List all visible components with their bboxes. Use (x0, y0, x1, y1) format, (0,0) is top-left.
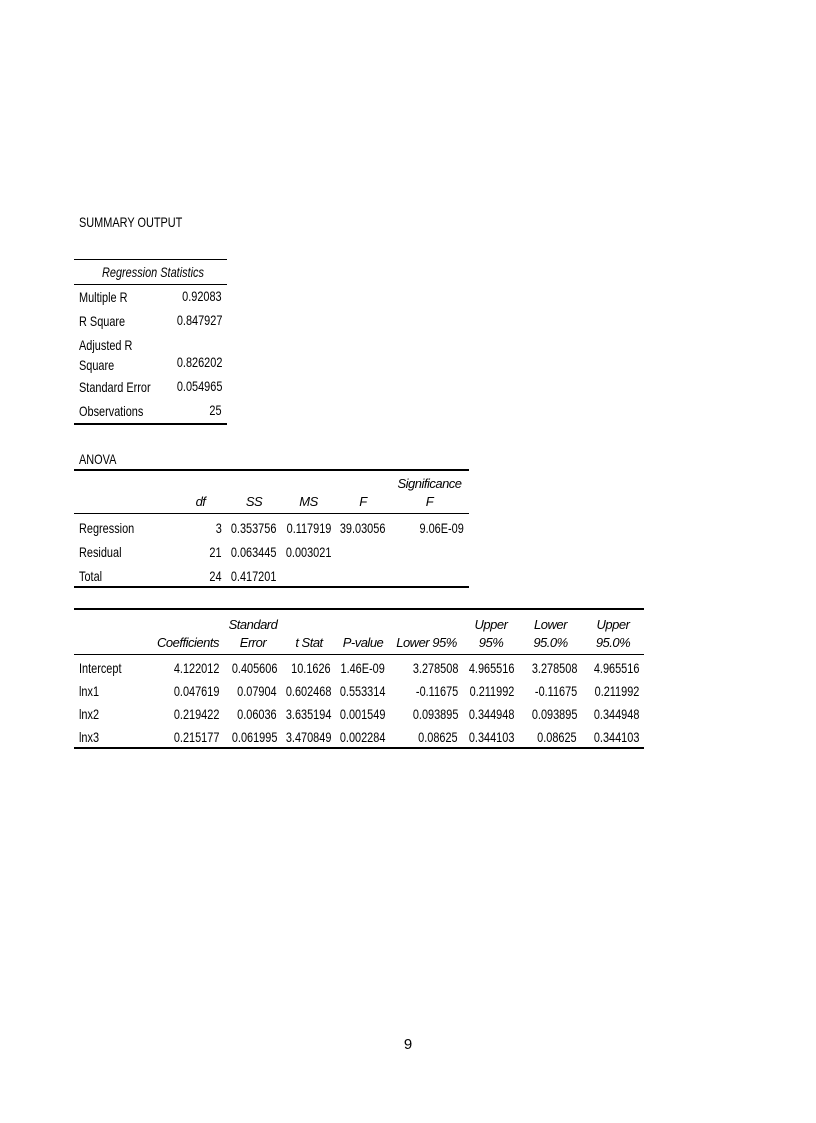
coefficients-header-text: Standard Error (228, 617, 278, 650)
anova-header-text: Significance F (397, 476, 462, 509)
table-cell (336, 724, 390, 747)
summary-output-title (79, 214, 212, 232)
reg-stat-value: 25 (209, 402, 222, 418)
table-cell (281, 562, 336, 586)
coefficients-header-text: Upper 95% (474, 617, 508, 650)
table-cell-text: 0.047619 (173, 683, 219, 699)
table-cell (227, 562, 281, 586)
table-cell-text: 39.03056 (339, 520, 385, 536)
anova-table (74, 469, 469, 588)
table-row (74, 562, 469, 586)
table-cell (463, 678, 519, 701)
table-cell (174, 562, 227, 586)
table-cell-text: lnx1 (79, 683, 100, 699)
table-cell-text: 0.211992 (469, 683, 514, 699)
anova-header-cell (74, 471, 174, 513)
coefficients-header-cell (74, 610, 152, 654)
table-cell-text: 0.344948 (468, 706, 514, 722)
table-cell (336, 538, 390, 562)
table-cell (390, 514, 469, 538)
table-cell-text: 0.093895 (531, 706, 577, 722)
table-cell-text: 3 (215, 520, 222, 536)
table-cell (336, 514, 390, 538)
table-cell (390, 678, 463, 701)
table-cell (282, 701, 336, 724)
table-cell-text: 0.344103 (468, 729, 514, 745)
page-number: 9 (403, 1036, 413, 1053)
table-cell (74, 678, 152, 701)
table-row (74, 655, 644, 678)
coefficients-header-text: P-value (342, 635, 384, 650)
anova-header-text: F (359, 494, 367, 509)
reg-stat-label: Standard Error (79, 379, 151, 395)
table-cell-text: 10.1626 (291, 660, 331, 676)
table-cell-text: -0.11675 (415, 683, 458, 699)
table-cell (281, 514, 336, 538)
table-row (74, 538, 469, 562)
coefficients-header-text: Lower 95.0% (533, 617, 568, 650)
table-cell-text: 0.117919 (286, 520, 331, 536)
table-cell (519, 655, 582, 678)
anova-header-cell (281, 471, 336, 513)
table-cell (174, 514, 227, 538)
table-cell-text: 0.344948 (593, 706, 639, 722)
table-cell-text: 9.06E-09 (419, 520, 464, 536)
coefficients-header-cell (519, 610, 582, 654)
table-cell (519, 724, 582, 747)
table-cell-text: 1.46E-09 (340, 660, 385, 676)
table-cell (519, 701, 582, 724)
reg-stat-row (74, 333, 227, 375)
table-cell (224, 724, 282, 747)
table-cell (282, 724, 336, 747)
reg-stat-row (74, 399, 227, 423)
table-cell-text: Residual (79, 544, 122, 560)
table-cell-text: 24 (209, 568, 222, 584)
table-cell-text: 3.635194 (285, 706, 331, 722)
table-cell-text: 3.278508 (412, 660, 458, 676)
reg-stat-value: 0.92083 (182, 288, 222, 304)
coefficients-header-cell (282, 610, 336, 654)
table-cell-text: 0.003021 (285, 544, 331, 560)
table-cell-text: 3.278508 (531, 660, 577, 676)
table-cell-text: 0.08625 (537, 729, 577, 745)
reg-stat-value: 0.826202 (176, 354, 222, 370)
reg-stat-row (74, 285, 227, 309)
table-cell (582, 655, 644, 678)
coefficients-header-cell (224, 610, 282, 654)
table-cell (390, 538, 469, 562)
table-cell (463, 724, 519, 747)
table-cell-text: Total (79, 568, 103, 584)
anova-header-text: df (195, 494, 206, 509)
table-cell-text: 0.417201 (230, 568, 276, 584)
table-cell-text: 0.07904 (237, 683, 277, 699)
summary-output-title-text: SUMMARY OUTPUT (79, 214, 183, 230)
table-cell (74, 724, 152, 747)
table-cell (582, 701, 644, 724)
coefficients-header-cell (390, 610, 463, 654)
table-cell-text: 4.965516 (468, 660, 514, 676)
table-cell (152, 655, 224, 678)
table-cell-text: 3.470849 (285, 729, 331, 745)
reg-stat-label: Multiple R (79, 289, 128, 305)
table-cell (519, 678, 582, 701)
table-cell-text: 0.353756 (230, 520, 276, 536)
reg-stat-label: Observations (79, 403, 144, 419)
table-cell (463, 655, 519, 678)
table-cell-text: 0.405606 (231, 660, 277, 676)
table-cell (281, 538, 336, 562)
coefficients-header-text: t Stat (295, 635, 323, 650)
table-row (74, 724, 644, 747)
table-cell (74, 701, 152, 724)
table-cell-text: -0.11675 (534, 683, 577, 699)
table-cell-text: 0.08625 (418, 729, 458, 745)
table-cell (227, 514, 281, 538)
table-cell (336, 655, 390, 678)
anova-header-row (74, 471, 469, 514)
table-cell-text: 4.965516 (593, 660, 639, 676)
anova-header-cell (336, 471, 390, 513)
coefficients-header-cell (463, 610, 519, 654)
coefficients-header-cell (336, 610, 390, 654)
table-cell-text: 0.061995 (231, 729, 277, 745)
anova-title (79, 451, 127, 469)
table-cell (582, 678, 644, 701)
anova-header-cell (174, 471, 227, 513)
table-cell (390, 655, 463, 678)
anova-title-text: ANOVA (79, 451, 117, 467)
regression-statistics-table (74, 259, 227, 425)
table-cell-text: Intercept (79, 660, 122, 676)
reg-stat-row (74, 309, 227, 333)
regression-statistics-header (74, 260, 227, 285)
table-cell-text: 21 (209, 544, 222, 560)
table-cell (74, 562, 174, 586)
table-cell (463, 701, 519, 724)
table-cell (582, 724, 644, 747)
table-cell (224, 701, 282, 724)
table-cell-text: 0.093895 (412, 706, 458, 722)
table-cell (224, 655, 282, 678)
table-cell-text: Regression (79, 520, 135, 536)
reg-stat-label: Adjusted R Square (79, 337, 133, 373)
table-cell-text: 0.215177 (173, 729, 219, 745)
table-cell (74, 538, 174, 562)
table-cell-text: 0.211992 (594, 683, 639, 699)
coefficients-header-row (74, 610, 644, 655)
table-row (74, 678, 644, 701)
table-row (74, 514, 469, 538)
table-row (74, 701, 644, 724)
table-cell-text: lnx2 (79, 706, 100, 722)
table-cell (174, 538, 227, 562)
table-cell (336, 678, 390, 701)
table-cell (390, 562, 469, 586)
anova-header-cell (390, 471, 469, 513)
coefficients-header-text: Coefficients (157, 635, 219, 650)
table-cell (152, 724, 224, 747)
table-cell (390, 724, 463, 747)
table-cell (74, 514, 174, 538)
table-cell-text: 0.06036 (237, 706, 277, 722)
coefficients-header-cell (582, 610, 644, 654)
table-cell-text: 0.002284 (339, 729, 385, 745)
coefficients-header-cell (152, 610, 224, 654)
table-cell-text: 0.344103 (593, 729, 639, 745)
table-cell-text: 0.602468 (285, 683, 331, 699)
anova-header-text: SS (245, 494, 263, 509)
reg-stat-label: R Square (79, 313, 126, 329)
table-cell (336, 562, 390, 586)
table-cell-text: 0.553314 (339, 683, 385, 699)
coefficients-table (74, 608, 644, 749)
table-cell (227, 538, 281, 562)
table-cell (74, 655, 152, 678)
table-cell-text: lnx3 (79, 729, 100, 745)
table-cell (152, 678, 224, 701)
coefficients-header-text: Upper 95.0% (595, 617, 631, 650)
table-cell (282, 678, 336, 701)
reg-stat-value: 0.054965 (176, 378, 222, 394)
table-cell (152, 701, 224, 724)
table-cell-text: 4.122012 (173, 660, 219, 676)
reg-stat-value: 0.847927 (176, 312, 222, 328)
table-cell (390, 701, 463, 724)
table-cell-text: 0.001549 (339, 706, 385, 722)
table-cell-text: 0.219422 (173, 706, 219, 722)
table-cell-text: 0.063445 (230, 544, 276, 560)
table-cell (282, 655, 336, 678)
coefficients-header-text: Lower 95% (396, 635, 457, 650)
anova-header-cell (227, 471, 281, 513)
table-cell (224, 678, 282, 701)
reg-stat-row (74, 375, 227, 399)
table-cell (336, 701, 390, 724)
regression-statistics-header-text: Regression Statistics (102, 264, 204, 280)
anova-header-text: MS (299, 494, 318, 509)
